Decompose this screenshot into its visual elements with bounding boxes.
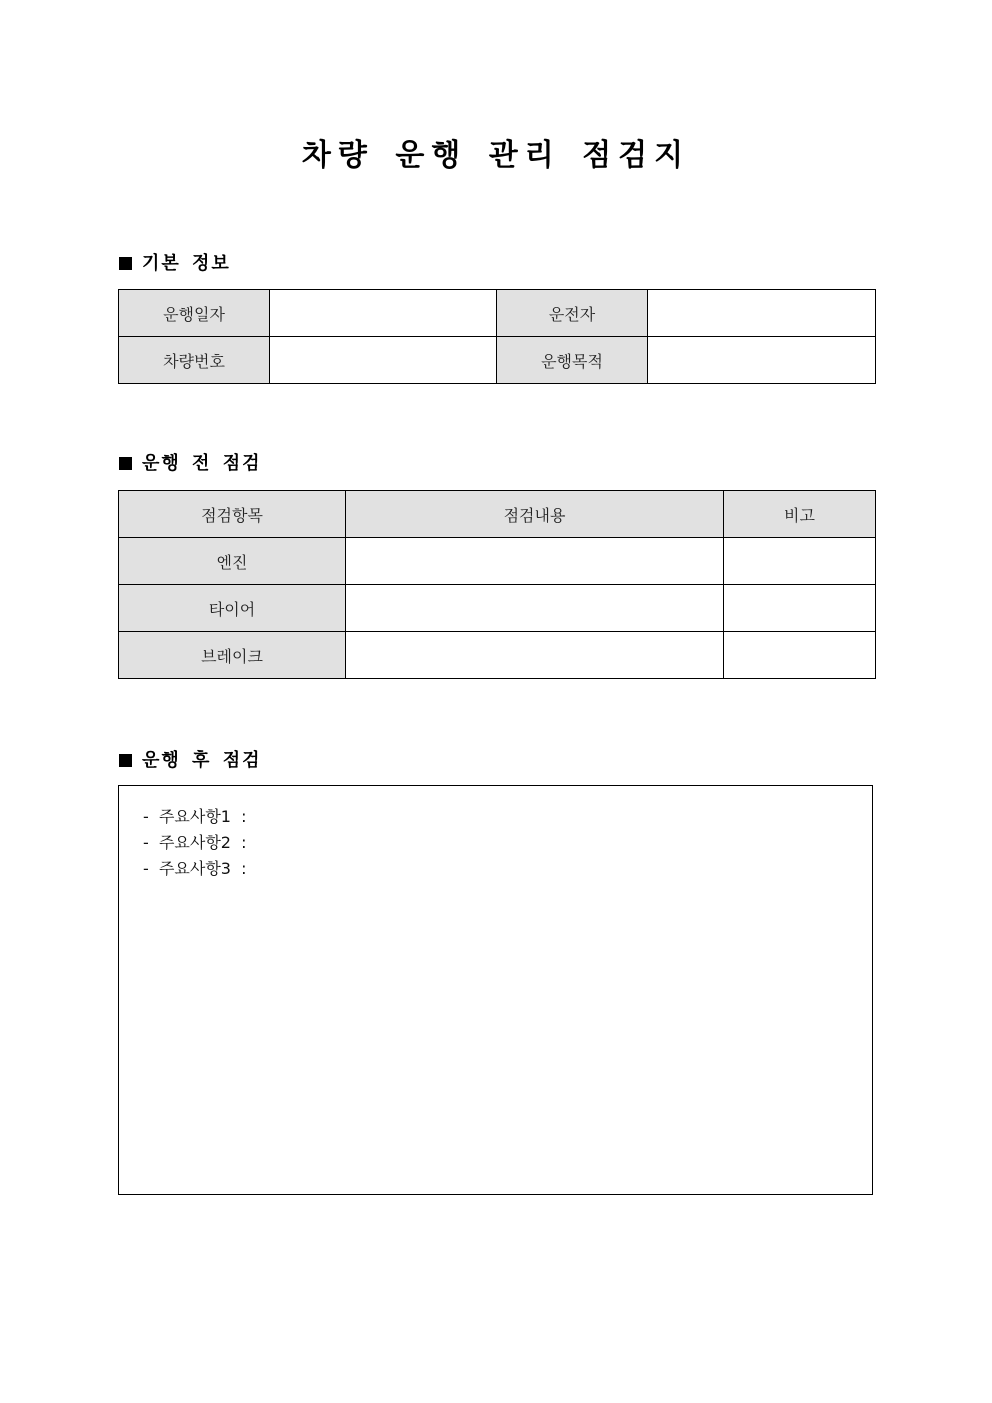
field-brake-content[interactable] — [346, 632, 724, 679]
table-row — [119, 290, 876, 337]
field-brake-note[interactable] — [724, 632, 876, 679]
table-row — [119, 337, 876, 384]
column-header-content: 점검내용 — [346, 491, 724, 538]
notes-list — [143, 804, 247, 882]
field-tire-content[interactable] — [346, 585, 724, 632]
list-item: - 주요사항1 : — [143, 807, 247, 826]
section-heading-label: 기본 정보 — [142, 253, 231, 274]
label-vehicle-number: 차량번호 — [119, 337, 270, 384]
column-header-note: 비고 — [724, 491, 876, 538]
section-heading-label: 운행 전 점검 — [142, 453, 262, 474]
label-driver: 운전자 — [497, 290, 648, 337]
label-operation-purpose: 운행목적 — [497, 337, 648, 384]
check-item-engine: 엔진 — [119, 538, 346, 585]
section-heading-pre-check — [119, 451, 261, 477]
square-bullet-icon — [119, 257, 132, 270]
column-header-item: 점검항목 — [119, 491, 346, 538]
table-row — [119, 538, 876, 585]
pre-check-table — [118, 490, 876, 679]
field-tire-note[interactable] — [724, 585, 876, 632]
field-vehicle-number[interactable] — [270, 337, 497, 384]
list-item: - 주요사항3 : — [143, 859, 247, 878]
check-item-brake: 브레이크 — [119, 632, 346, 679]
table-row — [119, 585, 876, 632]
square-bullet-icon — [119, 457, 132, 470]
field-operation-purpose[interactable] — [648, 337, 876, 384]
table-header-row — [119, 491, 876, 538]
basic-info-table — [118, 289, 876, 384]
section-heading-basic-info — [119, 251, 231, 277]
section-heading-post-check — [119, 748, 261, 774]
section-heading-label: 운행 후 점검 — [142, 750, 262, 771]
label-operation-date: 운행일자 — [119, 290, 270, 337]
document-title: 차량 운행 관리 점검지 — [301, 138, 691, 173]
field-engine-note[interactable] — [724, 538, 876, 585]
field-operation-date[interactable] — [270, 290, 497, 337]
field-driver[interactable] — [648, 290, 876, 337]
post-check-notes-box[interactable] — [118, 785, 873, 1195]
square-bullet-icon — [119, 754, 132, 767]
check-item-tire: 타이어 — [119, 585, 346, 632]
field-engine-content[interactable] — [346, 538, 724, 585]
list-item: - 주요사항2 : — [143, 833, 247, 852]
table-row — [119, 632, 876, 679]
